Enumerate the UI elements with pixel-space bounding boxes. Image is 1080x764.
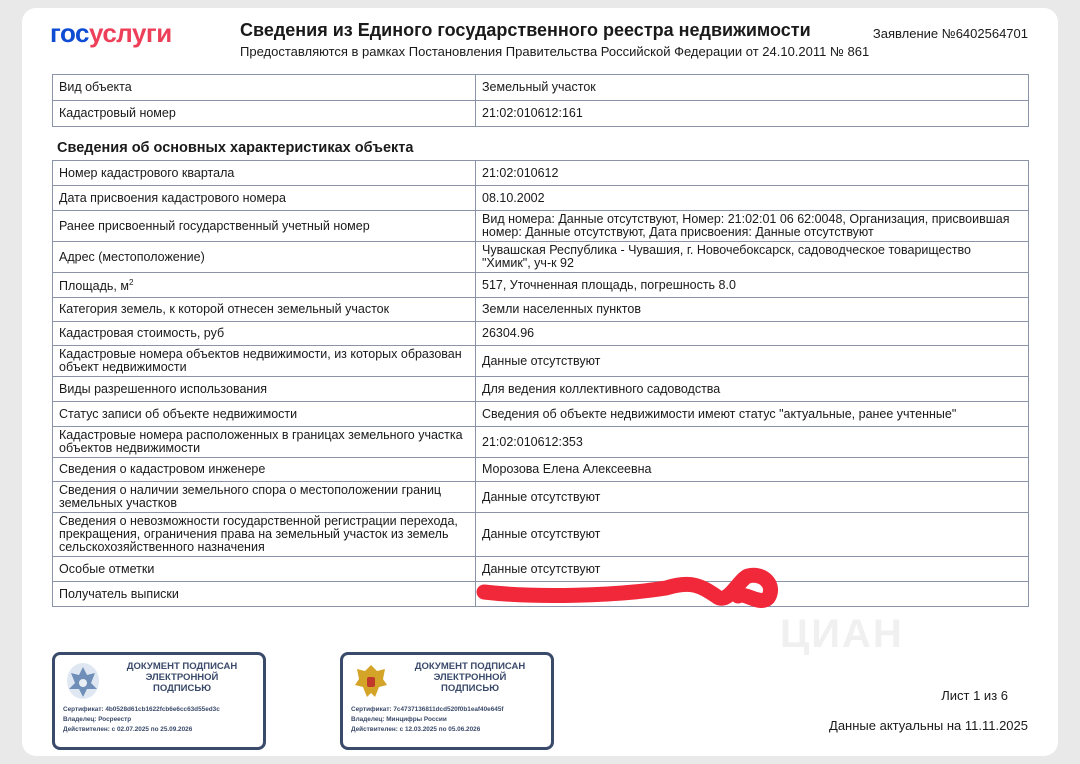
stamp-owner: Владелец: Росреестр: [63, 716, 132, 723]
row-value: 26304.96: [476, 322, 1029, 346]
stamp-validity: Действителен: с 12.03.2025 по 05.06.2026: [351, 726, 481, 733]
watermark: ЦИАН: [780, 612, 904, 656]
stamp-title: ДОКУМЕНТ ПОДПИСАН ЭЛЕКТРОННОЙ ПОДПИСЬЮ: [414, 661, 526, 694]
actual-date: Данные актуальны на 11.11.2025: [829, 718, 1028, 733]
row-label: Вид объекта: [53, 75, 476, 101]
rosreestr-emblem-icon: [65, 661, 101, 701]
row-label: Номер кадастрового квартала: [53, 161, 476, 186]
gosuslugi-logo: госуслуги: [50, 18, 172, 48]
row-value: 08.10.2002: [476, 186, 1029, 211]
row-value: Для ведения коллективного садоводства: [476, 377, 1029, 402]
stamp-details: [63, 705, 220, 735]
row-label: Кадастровые номера объектов недвижимости, из которых образован объект недвижимости: [53, 346, 476, 377]
row-label: Адрес (местоположение): [53, 242, 476, 273]
row-value: 21:02:010612:161: [476, 101, 1029, 127]
row-label: Сведения о кадастровом инженере: [53, 458, 476, 482]
row-value: 21:02:010612: [476, 161, 1029, 186]
redaction-scribble: [476, 566, 786, 618]
table-row: [53, 513, 1029, 557]
row-value: Земли населенных пунктов: [476, 298, 1029, 322]
coat-of-arms-icon: [353, 661, 389, 701]
row-value: Данные отсутствуют: [476, 557, 1029, 582]
section-title: Сведения об основных характеристиках объекта: [57, 140, 414, 156]
stamp-title: ДОКУМЕНТ ПОДПИСАН ЭЛЕКТРОННОЙ ПОДПИСЬЮ: [126, 661, 238, 694]
characteristics-table: [52, 160, 1029, 607]
row-label: Статус записи об объекте недвижимости: [53, 402, 476, 427]
table-row: [53, 346, 1029, 377]
table-row: [53, 101, 1029, 127]
stamp-certificate: Сертификат: 4b0528d61cb1622fcb6e6cc63d55ed3c: [63, 706, 220, 713]
table-row: [53, 211, 1029, 242]
table-row: [53, 298, 1029, 322]
stamp-certificate: Сертификат: 7c4737136811dcd520f0b1eaf40e645f: [351, 706, 504, 713]
row-value: 21:02:010612:353: [476, 427, 1029, 458]
page-number: Лист 1 из 6: [941, 688, 1008, 703]
row-value: Данные отсутствуют: [476, 346, 1029, 377]
signature-stamp: [340, 652, 554, 750]
row-value: Данные отсутствуют: [476, 482, 1029, 513]
row-label: Сведения о наличии земельного спора о местоположении границ земельных участков: [53, 482, 476, 513]
table-row: [53, 161, 1029, 186]
stamp-details: [351, 705, 504, 735]
table-row: [53, 186, 1029, 211]
statement-number: Заявление №6402564701: [872, 26, 1028, 41]
stamp-validity: Действителен: с 02.07.2025 по 25.09.2026: [63, 726, 193, 733]
row-label: Категория земель, к которой отнесен земельный участок: [53, 298, 476, 322]
row-label: Дата присвоения кадастрового номера: [53, 186, 476, 211]
table-row: [53, 322, 1029, 346]
table-row: [53, 273, 1029, 298]
document-title: Сведения из Единого государственного реестра недвижимости: [240, 20, 811, 40]
row-label: Особые отметки: [53, 557, 476, 582]
signature-stamp: [52, 652, 266, 750]
row-label: Кадастровая стоимость, руб: [53, 322, 476, 346]
row-value: Чувашская Республика - Чувашия, г. Новочебоксарск, садоводческое товарищество "Химик", уч-к 92: [476, 242, 1029, 273]
table-row: [53, 458, 1029, 482]
table-row: [53, 427, 1029, 458]
row-label: Виды разрешенного использования: [53, 377, 476, 402]
row-value: 517, Уточненная площадь, погрешность 8.0: [476, 273, 1029, 298]
stamp-owner: Владелец: Минцифры России: [351, 716, 447, 723]
row-value: Вид номера: Данные отсутствуют, Номер: 21:02:01 06 62:0048, Организация, присвоившая номер: Данные отсутствуют, Дата присвоения: Данные отсутствуют: [476, 211, 1029, 242]
row-label: Ранее присвоенный государственный учетный номер: [53, 211, 476, 242]
document-subtitle: Предоставляются в рамках Постановления Правительства Российской Федерации от 24.10.2011 № 861: [240, 44, 870, 59]
row-label: Сведения о невозможности государственной регистрации перехода, прекращения, ограничения права на земельный участок из земель сельскохозяйственного назначения: [53, 513, 476, 557]
table-row: [53, 242, 1029, 273]
row-value: Земельный участок: [476, 75, 1029, 101]
row-label: Площадь, $м^2$: [53, 273, 476, 298]
table-row: [53, 75, 1029, 101]
object-table: [52, 74, 1029, 127]
row-label: Кадастровый номер: [53, 101, 476, 127]
row-label: Получатель выписки: [53, 582, 476, 607]
table-row: [53, 377, 1029, 402]
table-row: [53, 482, 1029, 513]
row-value: Данные отсутствуют: [476, 513, 1029, 557]
row-value: Сведения об объекте недвижимости имеют статус "актуальные, ранее учтенные": [476, 402, 1029, 427]
row-value: Морозова Елена Алексеевна: [476, 458, 1029, 482]
row-label: Кадастровые номера расположенных в границах земельного участка объектов недвижимости: [53, 427, 476, 458]
table-row: [53, 402, 1029, 427]
